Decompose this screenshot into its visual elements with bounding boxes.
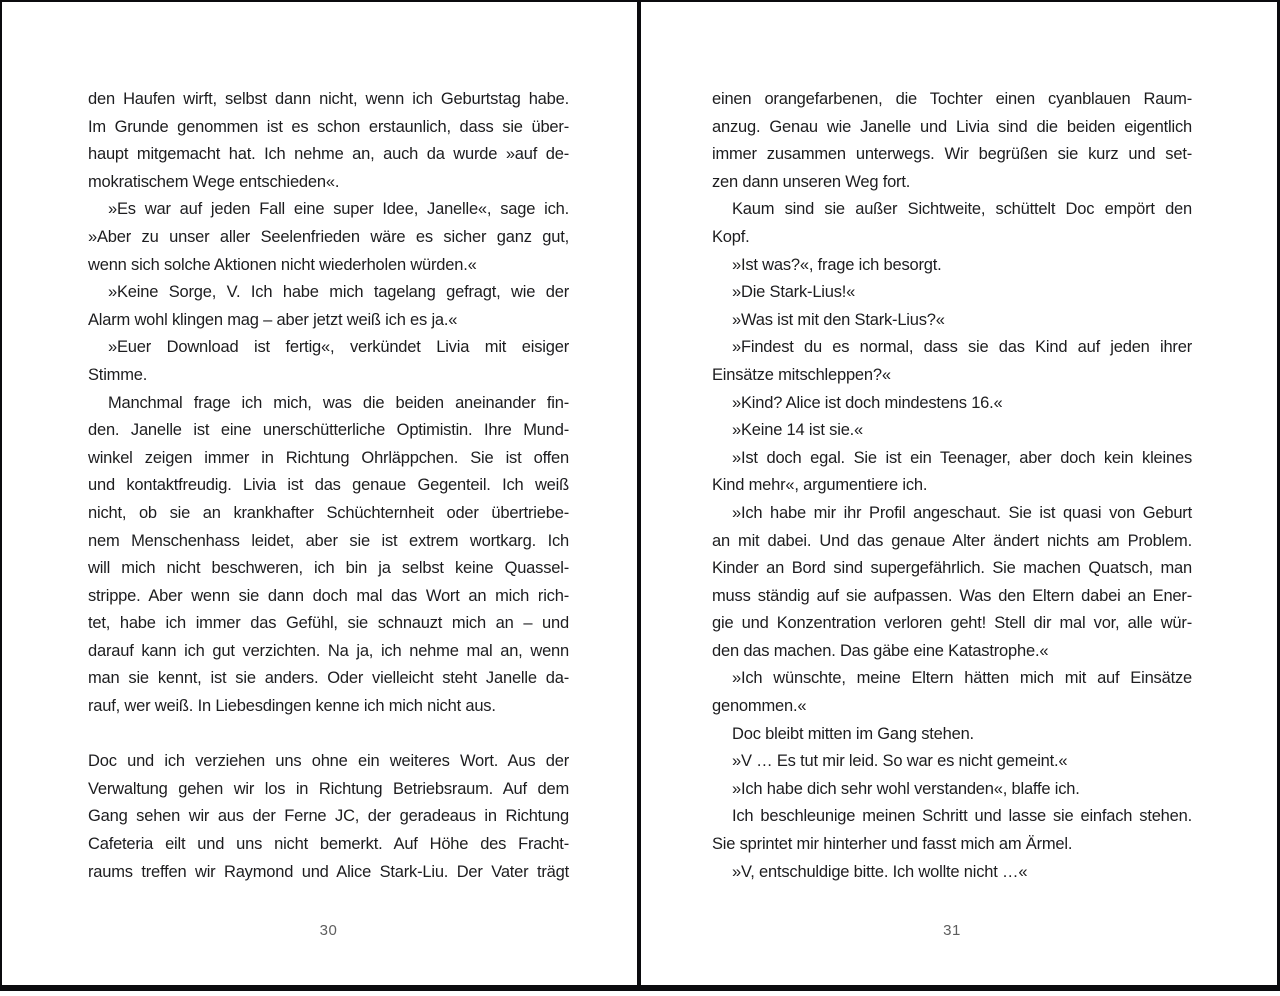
text-line: Kaum sind sie außer Sichtweite, schüttelt Doc empört den: [732, 200, 1192, 219]
text-line: »Aber zu unser aller Seelenfrieden wäre es sicher ganz gut,: [88, 227, 569, 246]
text-line: »V … Es tut mir leid. So war es nicht gemeint.«: [732, 752, 1068, 771]
text-line: Manchmal frage ich mich, was die beiden aneinander fin-: [108, 393, 569, 412]
text-line: »Was ist mit den Stark-Lius?«: [732, 310, 945, 329]
text-line: haupt mitgemacht hat. Ich nehme an, auch da wurde »auf de-: [88, 145, 569, 164]
text-line: nicht, ob sie an krankhafter Schüchternheit oder übertriebe-: [88, 503, 569, 522]
text-line: winkel zeigen immer in Richtung Ohrläppchen. Sie ist offen: [88, 448, 569, 467]
text-line: »Keine Sorge, V. Ich habe mich tagelang gefragt, wie der: [108, 283, 569, 302]
text-line: den. Janelle ist eine unerschütterliche Optimistin. Ihre Mund-: [88, 421, 569, 440]
text-line: »Die Stark-Lius!«: [732, 283, 856, 302]
text-line: mokratischem Wege entschieden«.: [88, 172, 340, 191]
text-line: Im Grunde genommen ist es schon erstaunlich, dass sie über-: [88, 117, 569, 136]
text-line: »V, entschuldige bitte. Ich wollte nicht …«: [732, 862, 1028, 881]
text-line: Kinder an Bord sind supergefährlich. Sie machen Quatsch, man: [712, 559, 1192, 578]
text-line: nem Menschenhass leidet, aber sie ist extrem wortkarg. Ich: [88, 531, 569, 550]
text-line: Verwaltung gehen wir los in Richtung Betriebsraum. Auf dem: [88, 779, 569, 798]
text-line: an mit dabei. Und das genaue Alter ändert nichts am Problem.: [712, 531, 1192, 550]
center-gutter-divider: [637, 0, 641, 991]
frame-left-edge: [0, 0, 2, 991]
text-line: den das machen. Das gäbe eine Katastrophe.«: [712, 641, 1049, 660]
text-line: wenn sich solche Aktionen nicht wiederholen würden.«: [88, 255, 477, 274]
text-line: »Ist was?«, frage ich besorgt.: [732, 255, 942, 274]
page-left-text-block: [88, 86, 569, 886]
text-line: Einsätze mitschleppen?«: [712, 365, 891, 384]
text-line: Cafeteria eilt und uns nicht bemerkt. Auf Höhe des Fracht-: [88, 835, 569, 854]
text-line: »Ich habe dich sehr wohl verstanden«, blaffe ich.: [732, 779, 1080, 798]
text-line: tet, habe ich immer das Gefühl, sie schnauzt mich an – und: [88, 614, 569, 633]
text-line: den Haufen wirft, selbst dann nicht, wenn ich Geburtstag habe.: [88, 90, 569, 108]
text-line: einen orangefarbenen, die Tochter einen cyanblauen Raum-: [712, 90, 1192, 108]
text-line: zen dann unseren Weg fort.: [712, 172, 911, 191]
text-line: »Es war auf jeden Fall eine super Idee, Janelle«, sage ich.: [108, 200, 569, 219]
page-right-text-block: [712, 86, 1192, 886]
text-line: Kind mehr«, argumentiere ich.: [712, 476, 928, 495]
text-line: gie und Konzentration verloren geht! Stell dir mal vor, alle wür-: [712, 614, 1192, 633]
text-line: »Ist doch egal. Sie ist ein Teenager, aber doch kein kleines: [732, 448, 1192, 467]
text-line: »Euer Download ist fertig«, verkündet Livia mit eisiger: [108, 338, 569, 357]
text-line: Doc und ich verziehen uns ohne ein weiteres Wort. Aus der: [88, 752, 569, 771]
text-line: immer zusammen unterwegs. Wir begrüßen sie kurz und set-: [712, 145, 1192, 164]
text-line: Stimme.: [88, 365, 148, 384]
text-line: »Ich habe mir ihr Profil angeschaut. Sie ist quasi von Geburt: [732, 503, 1192, 522]
text-line: Sie sprintet mir hinterher und fasst mich am Ärmel.: [712, 835, 1073, 854]
text-line: Ich beschleunige meinen Schritt und lasse sie einfach stehen.: [732, 807, 1192, 826]
text-line: »Ich wünschte, meine Eltern hätten mich mit auf Einsätze: [732, 669, 1192, 688]
page-number-right: 31: [943, 922, 961, 939]
text-line: »Keine 14 ist sie.«: [732, 421, 864, 440]
text-line: genommen.«: [712, 697, 807, 716]
text-line: strippe. Aber wenn sie dann doch mal das Wort an mich rich-: [88, 586, 569, 605]
text-line: Alarm wohl klingen mag – aber jetzt weiß ich es ja.«: [88, 310, 458, 329]
text-line: Kopf.: [712, 227, 750, 246]
text-line: will mich nicht beschweren, ich bin ja selbst keine Quassel-: [88, 559, 569, 578]
text-line: und kontaktfreudig. Livia ist das genaue Gegenteil. Ich weiß: [88, 476, 569, 495]
text-line: darauf kann ich gut verzichten. Na ja, ich nehme mal an, wenn: [88, 641, 569, 660]
text-line: Doc bleibt mitten im Gang stehen.: [732, 724, 974, 743]
text-line: raums treffen wir Raymond und Alice Stark-Liu. Der Vater trägt: [88, 862, 569, 881]
text-line: Gang sehen wir aus der Ferne JC, der geradeaus in Richtung: [88, 807, 569, 826]
text-line: anzug. Genau wie Janelle und Livia sind die beiden eigentlich: [712, 117, 1192, 136]
text-line: rauf, wer weiß. In Liebesdingen kenne ich mich nicht aus.: [88, 697, 496, 716]
text-line: muss ständig auf sie aufpassen. Was den Eltern dabei an Ener-: [712, 586, 1192, 605]
text-line: »Kind? Alice ist doch mindestens 16.«: [732, 393, 1003, 412]
page-number-left: 30: [319, 922, 338, 939]
blank-line: [88, 721, 569, 749]
text-line: »Findest du es normal, dass sie das Kind auf jeden ihrer: [732, 338, 1192, 357]
text-line: man sie kennt, ist sie anders. Oder vielleicht steht Janelle da-: [88, 669, 569, 688]
